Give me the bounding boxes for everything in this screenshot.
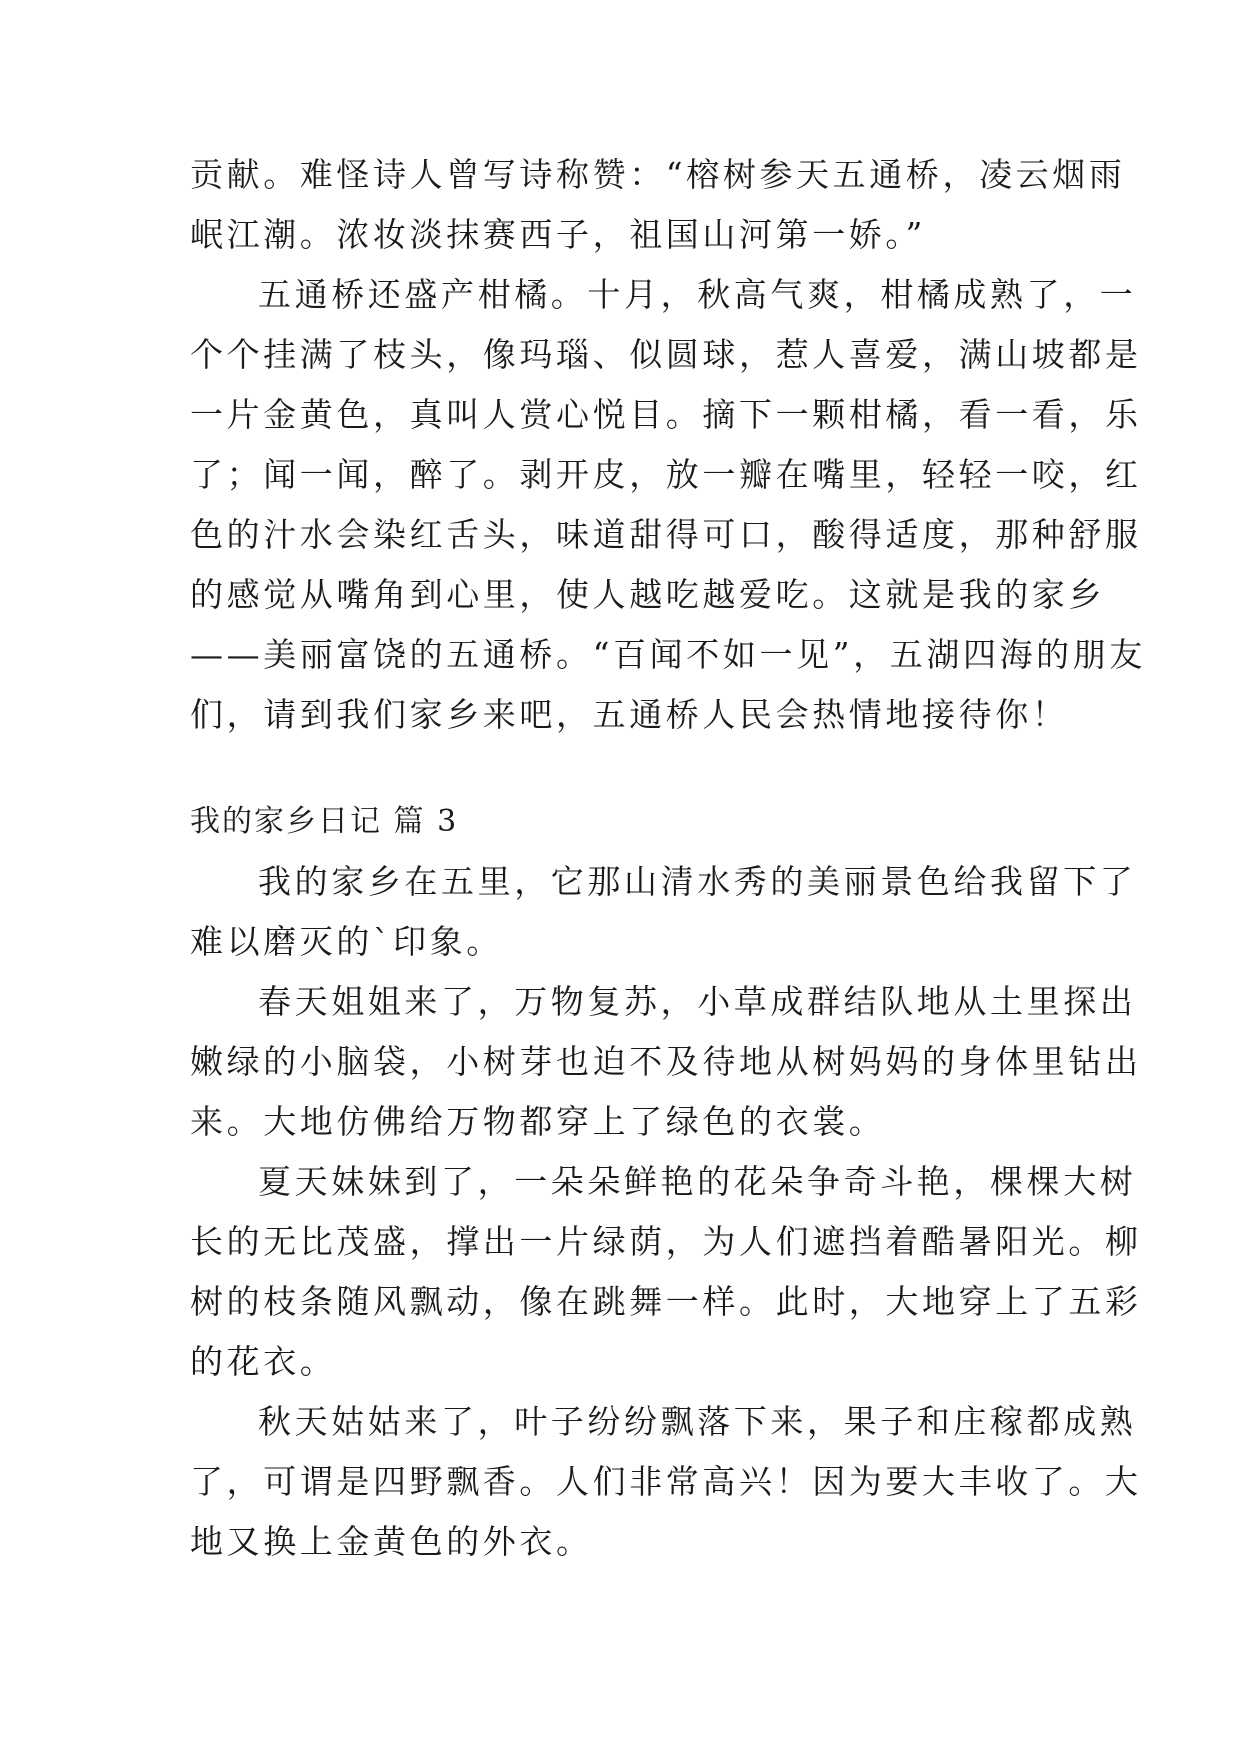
section-heading-block [190,792,1050,852]
text-line: 了，可谓是四野飘香。人们非常高兴！因为要大丰收了。大 [190,1462,1142,1501]
paragraph-poem-quote [190,145,1126,265]
paragraph-autumn [190,1392,1142,1572]
text-line: 们，请到我们家乡来吧，五通桥人民会热情地接待你！ [190,695,1069,734]
paragraph-intro [190,852,1137,972]
section-heading: 我的家乡日记 篇 3 [190,804,459,839]
text-line: 难以磨灭的`印象。 [190,922,503,961]
paragraph-spring [190,972,1142,1152]
text-line: 色的汁水会染红舌头，味道甜得可口，酸得适度，那种舒服 [190,515,1142,554]
text-line: 嫩绿的小脑袋，小树芽也迫不及待地从树妈妈的身体里钻出 [190,1042,1142,1081]
text-line: 的花衣。 [190,1342,337,1381]
text-line: 贡献。难怪诗人曾写诗称赞：“榕树参天五通桥，凌云烟雨 [190,155,1126,194]
paragraph-summer [190,1152,1142,1392]
text-line: 岷江潮。浓妆淡抹赛西子，祖国山河第一娇。” [190,215,926,254]
text-line: 地又换上金黄色的外衣。 [190,1522,593,1561]
text-block-bottom [190,852,1142,1572]
text-line: 的感觉从嘴角到心里，使人越吃越爱吃。这就是我的家乡 [190,575,1105,614]
text-line: 来。大地仿佛给万物都穿上了绿色的衣裳。 [190,1102,886,1141]
text-block-top [190,145,1146,745]
text-line: ——美丽富饶的五通桥。“百闻不如一见”，五湖四海的朋友 [190,635,1146,674]
text-line: 长的无比茂盛，撑出一片绿荫，为人们遮挡着酷暑阳光。柳 [190,1222,1142,1261]
text-line: 春天姐姐来了，万物复苏，小草成群结队地从土里探出 [258,982,1137,1021]
text-line: 夏天妹妹到了，一朵朵鲜艳的花朵争奇斗艳，棵棵大树 [258,1162,1137,1201]
text-line: 了；闻一闻，醉了。剥开皮，放一瓣在嘴里，轻轻一咬，红 [190,455,1142,494]
text-line: 五通桥还盛产柑橘。十月，秋高气爽，柑橘成熟了，一 [258,275,1137,314]
text-line: 个个挂满了枝头，像玛瑙、似圆球，惹人喜爱，满山坡都是 [190,335,1142,374]
paragraph-oranges [190,265,1146,745]
text-line: 一片金黄色，真叫人赏心悦目。摘下一颗柑橘，看一看，乐 [190,395,1142,434]
text-line: 树的枝条随风飘动，像在跳舞一样。此时，大地穿上了五彩 [190,1282,1142,1321]
text-line: 我的家乡在五里，它那山清水秀的美丽景色给我留下了 [258,862,1137,901]
text-line: 秋天姑姑来了，叶子纷纷飘落下来，果子和庄稼都成熟 [258,1402,1137,1441]
